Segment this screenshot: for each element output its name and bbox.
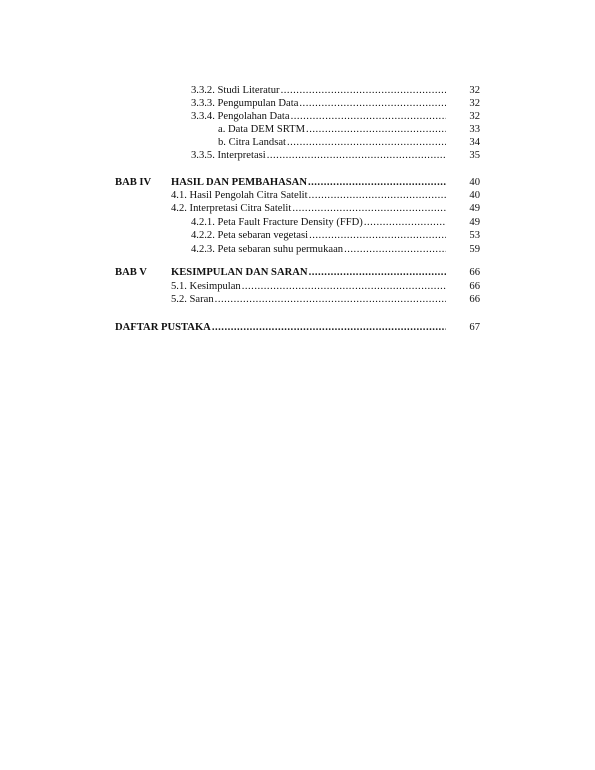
leader-dots (287, 136, 446, 149)
toc-entry-title: 4.2.1. Peta Fault Fracture Density (FFD) (191, 217, 363, 228)
toc-entry-5-2 (0, 293, 595, 306)
toc-page-number: 34 (469, 137, 480, 148)
toc-entry-title: DAFTAR PUSTAKA (115, 322, 211, 333)
toc-entry-title: 4.2.3. Peta sebaran suhu permukaan (191, 244, 344, 255)
toc-entry-title: HASIL DAN PEMBAHASAN (171, 177, 307, 188)
toc-entry-title: b. Citra Landsat (218, 137, 286, 148)
toc-entry-4-2-3 (0, 243, 595, 256)
leader-dots (299, 97, 446, 110)
toc-page-number: 35 (469, 150, 480, 161)
leader-dots (281, 84, 446, 97)
chapter-number: BAB V (115, 267, 147, 278)
toc-entry-title: 3.3.3. Pengumpulan Data (191, 98, 299, 109)
toc-entry-title: 4.1. Hasil Pengolah Citra Satelit (171, 190, 308, 201)
toc-entry-3-3-2 (0, 84, 595, 97)
toc-page-number: 49 (469, 203, 480, 214)
toc-entry-3-3-5 (0, 149, 595, 162)
toc-entry-title: 3.3.4. Pengolahan Data (191, 111, 290, 122)
toc-entry-3-3-3 (0, 97, 595, 110)
toc-entry-4-1 (0, 189, 595, 202)
leader-dots (292, 202, 446, 215)
leader-dots (308, 176, 446, 189)
toc-chapter-bab-iv (0, 176, 595, 189)
toc-entry-daftar-pustaka (0, 321, 595, 334)
leader-dots (309, 229, 446, 242)
leader-dots (309, 189, 446, 202)
toc-entry-5-1 (0, 280, 595, 293)
toc-page-number: 32 (469, 85, 480, 96)
toc-entry-title: a. Data DEM SRTM (218, 124, 306, 135)
leader-dots (306, 123, 446, 136)
leader-dots (291, 110, 446, 123)
toc-page-number: 53 (469, 230, 480, 241)
toc-page-number: 59 (469, 244, 480, 255)
leader-dots (344, 243, 446, 256)
toc-entry-title: 5.1. Kesimpulan (171, 281, 241, 292)
leader-dots (212, 321, 446, 334)
toc-page-number: 66 (469, 281, 480, 292)
toc-entry-title: KESIMPULAN DAN SARAN (171, 267, 308, 278)
toc-page-number: 40 (469, 177, 480, 188)
toc-entry-4-2-1 (0, 216, 595, 229)
toc-page-number: 32 (469, 111, 480, 122)
toc-page-number: 32 (469, 98, 480, 109)
toc-entry-title: 4.2.2. Peta sebaran vegetasi (191, 230, 309, 241)
toc-entry-title: 4.2. Interpretasi Citra Satelit (171, 203, 292, 214)
toc-entry-3-3-4-a (0, 123, 595, 136)
toc-entry-4-2-2 (0, 229, 595, 242)
leader-dots (364, 216, 446, 229)
leader-dots (309, 266, 446, 279)
toc-entry-3-3-4-b (0, 136, 595, 149)
toc-entry-title: 3.3.2. Studi Literatur (191, 85, 280, 96)
leader-dots (215, 293, 446, 306)
toc-entry-3-3-4 (0, 110, 595, 123)
toc-entry-title: 5.2. Saran (171, 294, 214, 305)
chapter-number: BAB IV (115, 177, 152, 188)
leader-dots (267, 149, 446, 162)
toc-page-number: 67 (469, 322, 480, 333)
leader-dots (242, 280, 446, 293)
toc-chapter-bab-v (0, 266, 595, 279)
toc-page-number: 40 (469, 190, 480, 201)
toc-page-number: 66 (469, 294, 480, 305)
toc-page-number: 33 (469, 124, 480, 135)
toc-page-number: 66 (469, 267, 480, 278)
toc-entry-title: 3.3.5. Interpretasi (191, 150, 266, 161)
toc-entry-4-2 (0, 202, 595, 215)
toc-page-number: 49 (469, 217, 480, 228)
